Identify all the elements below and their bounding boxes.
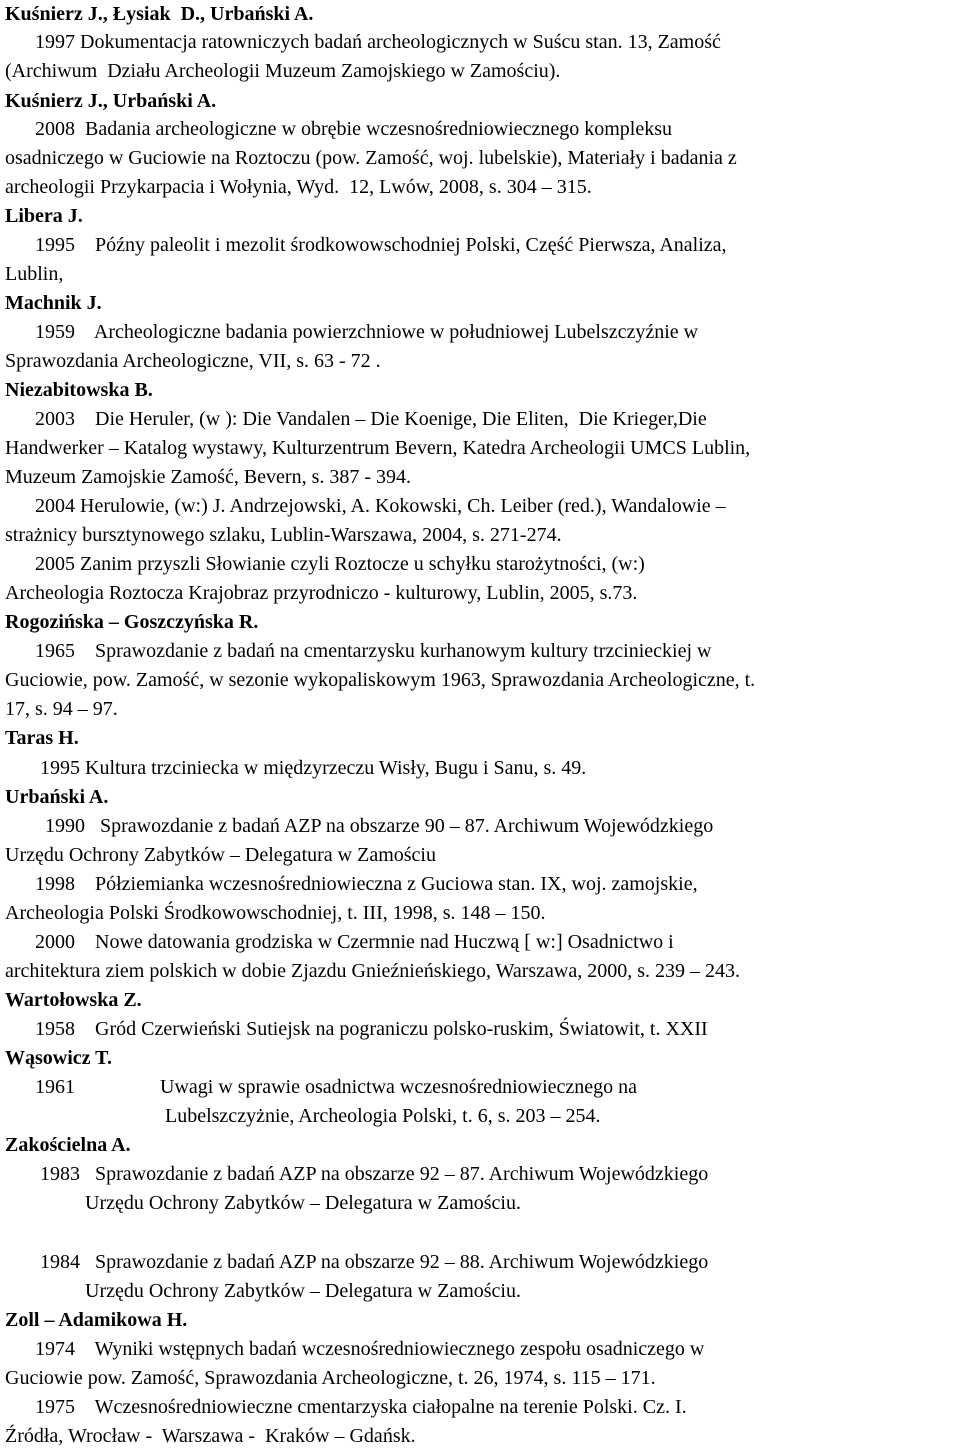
entry-line: osadniczego w Guciowie na Roztoczu (pow. Zamość, woj. lubelskie), Materiały i badania z — [5, 147, 737, 169]
entry-line: 1998 Półziemianka wczesnośredniowieczna z Guciowa stan. IX, woj. zamojskie, — [5, 873, 698, 895]
entry-line: Urzędu Ochrony Zabytków – Delegatura w Zamościu. — [5, 1280, 521, 1302]
entry-line: Guciowie, pow. Zamość, w sezonie wykopaliskowym 1963, Sprawozdania Archeologiczne, t. — [5, 669, 756, 691]
entry-line: 1995 Kultura trzciniecka w międzyrzeczu Wisły, Bugu i Sanu, s. 49. — [5, 757, 587, 779]
author-heading: Libera J. — [5, 205, 83, 227]
author-heading: Niezabitowska B. — [5, 379, 153, 401]
entry-line: 17, s. 94 – 97. — [5, 698, 118, 720]
entry-line: Urzędu Ochrony Zabytków – Delegatura w Zamościu. — [5, 1192, 521, 1214]
entry-line: Sprawozdania Archeologiczne, VII, s. 63 - 72 . — [5, 350, 381, 372]
author-heading: Zoll – Adamikowa H. — [5, 1309, 188, 1331]
entry-line: (Archiwum Działu Archeologii Muzeum Zamojskiego w Zamościu). — [5, 60, 561, 82]
entry-line: 2003 Die Heruler, (w ): Die Vandalen – Die Koenige, Die Eliten, Die Krieger,Die — [5, 408, 707, 430]
author-heading: Kuśnierz J., Urbański A. — [5, 90, 217, 112]
entry-line: strażnicy bursztynowego szlaku, Lublin-Warszawa, 2004, s. 271-274. — [5, 524, 562, 546]
entry-line: Archeologia Polski Środkowowschodniej, t. III, 1998, s. 148 – 150. — [5, 902, 546, 924]
entry-line: 1959 Archeologiczne badania powierzchniowe w południowej Lubelszczyźnie w — [5, 321, 699, 343]
entry-line: 1958 Gród Czerwieński Sutiejsk na pograniczu polsko-ruskim, Światowit, t. XXII — [5, 1018, 708, 1040]
entry-line: 2000 Nowe datowania grodziska w Czermnie nad Huczwą [ w:] Osadnictwo i — [5, 931, 674, 953]
entry-line: 1990 Sprawozdanie z badań AZP na obszarze 90 – 87. Archiwum Wojewódzkiego — [5, 815, 714, 837]
entry-line: Muzeum Zamojskie Zamość, Bevern, s. 387 - 394. — [5, 466, 412, 488]
entry-line: 2005 Zanim przyszli Słowianie czyli Roztocze u schyłku starożytności, (w:) — [5, 553, 645, 575]
entry-line: 1961 Uwagi w sprawie osadnictwa wczesnośredniowiecznego na — [5, 1076, 638, 1098]
author-heading: Wąsowicz T. — [5, 1047, 113, 1069]
entry-line: archeologii Przykarpacia i Wołynia, Wyd. 12, Lwów, 2008, s. 304 – 315. — [5, 176, 592, 198]
author-heading: Machnik J. — [5, 292, 102, 314]
entry-line: Lublin, — [5, 263, 64, 285]
entry-line: 1974 Wyniki wstępnych badań wczesnośredniowiecznego zespołu osadniczego w — [5, 1338, 705, 1360]
entry-line: Handwerker – Katalog wystawy, Kulturzentrum Bevern, Katedra Archeologii UMCS Lublin, — [5, 437, 751, 459]
entry-line: 1983 Sprawozdanie z badań AZP na obszarze 92 – 87. Archiwum Wojewódzkiego — [5, 1163, 709, 1185]
author-heading: Wartołowska Z. — [5, 989, 142, 1011]
author-heading: Kuśnierz J., Łysiak D., Urbański A. — [5, 3, 314, 25]
entry-line: Archeologia Roztocza Krajobraz przyrodniczo - kulturowy, Lublin, 2005, s.73. — [5, 582, 638, 604]
entry-line: Urzędu Ochrony Zabytków – Delegatura w Zamościu — [5, 844, 436, 866]
author-heading: Taras H. — [5, 727, 79, 749]
entry-line: Lubelszczyżnie, Archeologia Polski, t. 6, s. 203 – 254. — [5, 1105, 601, 1127]
author-heading: Zakościelna A. — [5, 1134, 131, 1156]
entry-line: 1965 Sprawozdanie z badań na cmentarzysku kurhanowym kultury trzcinieckiej w — [5, 640, 712, 662]
entry-line: 1984 Sprawozdanie z badań AZP na obszarze 92 – 88. Archiwum Wojewódzkiego — [5, 1251, 709, 1273]
entry-line: 1997 Dokumentacja ratowniczych badań archeologicznych w Suścu stan. 13, Zamość — [5, 31, 721, 53]
author-heading: Urbański A. — [5, 786, 109, 808]
entry-line: 1975 Wczesnośredniowieczne cmentarzyska ciałopalne na terenie Polski. Cz. I. — [5, 1396, 687, 1418]
entry-line: 2004 Herulowie, (w:) J. Andrzejowski, A. Kokowski, Ch. Leiber (red.), Wandalowie – — [5, 495, 726, 517]
entry-line: Guciowie pow. Zamość, Sprawozdania Archeologiczne, t. 26, 1974, s. 115 – 171. — [5, 1367, 656, 1389]
author-heading: Rogozińska – Goszczyńska R. — [5, 611, 259, 633]
entry-line: Źródła, Wrocław - Warszawa - Kraków – Gdańsk. — [5, 1425, 416, 1447]
entry-line: architektura ziem polskich w dobie Zjazdu Gnieźnieńskiego, Warszawa, 2000, s. 239 – 243. — [5, 960, 741, 982]
entry-line: 1995 Późny paleolit i mezolit środkowowschodniej Polski, Część Pierwsza, Analiza, — [5, 234, 727, 256]
entry-line: 2008 Badania archeologiczne w obrębie wczesnośredniowiecznego kompleksu — [5, 118, 672, 140]
